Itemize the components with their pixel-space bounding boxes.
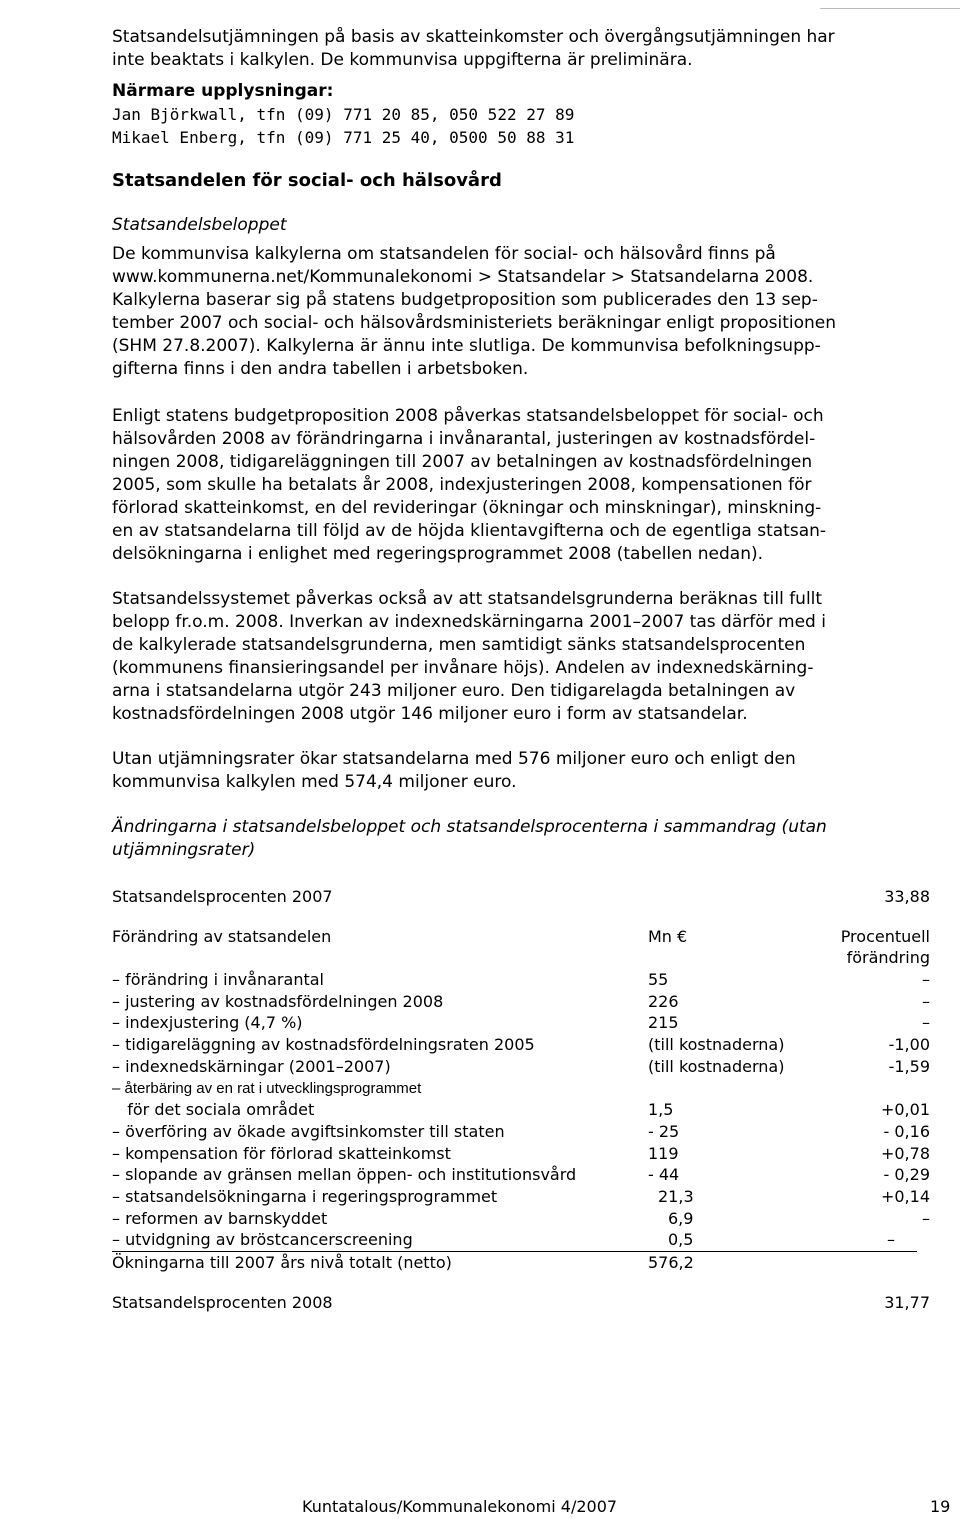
row-pct: – [887, 1230, 895, 1250]
table-row [112, 1208, 952, 1230]
pct-2008-value: 31,77 [884, 1292, 930, 1312]
table-row [112, 1012, 952, 1034]
paragraph-line: Kalkylerna baserar sig på statens budgetproposition som publicerades den 13 sep- [112, 290, 818, 310]
paragraph-line: ningen 2008, tidigareläggningen till 2007 av betalningen av kostnadsfördelningen [112, 452, 813, 472]
row-mn: 21,3 [658, 1186, 694, 1206]
table-row [112, 1143, 952, 1165]
row-label: – återbäring av en rat i utvecklingsprogrammet [112, 1079, 422, 1097]
row-mn: 55 [648, 970, 669, 990]
table-row [112, 1121, 952, 1143]
col-header-mn: Mn € [648, 926, 688, 946]
summary-heading-line: utjämningsrater) [112, 840, 256, 860]
paragraph-line: förlorad skatteinkomst, en del revideringar (ökningar och minskningar), minskning- [112, 498, 822, 518]
paragraph-line: De kommunvisa kalkylerna om statsandelen för social- och hälsovård finns på [112, 244, 776, 264]
pct-2007-value: 33,88 [884, 887, 930, 906]
pct-2007-label: Statsandelsprocenten 2007 [112, 887, 333, 906]
paragraph-line: hälsovården 2008 av förändringarna i invånarantal, justeringen av kostnadsfördel- [112, 429, 816, 449]
table-header-row [112, 947, 952, 969]
table-row [112, 1056, 952, 1078]
table-row [112, 991, 952, 1013]
row-label: – indexjustering (4,7 %) [112, 1013, 303, 1033]
total-mn: 576,2 [648, 1253, 694, 1272]
row-pct: - 0,16 [883, 1121, 930, 1141]
paragraph-line: Utan utjämningsrater ökar statsandelarna med 576 miljoner euro och enligt den [112, 749, 796, 769]
paragraph-line: arna i statsandelarna utgör 243 miljoner euro. Den tidigarelagda betalningen av [112, 681, 796, 701]
row-mn: 1,5 [648, 1100, 674, 1120]
contact-block [112, 80, 952, 149]
row-mn: - 44 [648, 1165, 680, 1185]
paragraph-line: www.kommunerna.net/Kommunalekonomi > Statsandelar > Statsandelarna 2008. [112, 267, 814, 287]
footer-publication: Kuntatalous/Kommunalekonomi 4/2007 [302, 1497, 618, 1516]
row-pct: +0,78 [880, 1143, 930, 1163]
page-number: 19 [930, 1497, 951, 1516]
paragraph-line: Statsandelssystemet påverkas också av att statsandelsgrunderna beräknas till fullt [112, 589, 823, 609]
paragraph-4 [112, 748, 952, 794]
header-rule [820, 8, 960, 9]
col-header-pct: förändring [846, 948, 930, 968]
row-pct: – [922, 991, 930, 1011]
row-label: för det sociala området [112, 1100, 315, 1120]
row-label: – justering av kostnadsfördelningen 2008 [112, 991, 444, 1011]
table-header-row [112, 926, 952, 948]
row-mn: (till kostnaderna) [648, 1056, 785, 1076]
intro-text [112, 26, 952, 72]
section-title: Statsandelen för social- och hälsovård [112, 170, 502, 191]
row-pct: +0,01 [880, 1100, 930, 1120]
section-subtitle: Statsandelsbeloppet [112, 215, 287, 235]
row-pct: - 0,29 [883, 1165, 930, 1185]
contact-person: Jan Björkwall, tfn (09) 771 20 85, 050 522 27 89 [112, 105, 575, 124]
table-total-row [112, 1252, 952, 1274]
contact-person: Mikael Enberg, tfn (09) 771 25 40, 0500 50 88 31 [112, 128, 575, 147]
paragraph-line: tember 2007 och social- och hälsovårdsministeriets beräkningar enligt propositionen [112, 313, 836, 333]
paragraph-line: (SHM 27.8.2007). Kalkylerna är ännu inte slutliga. De kommunvisa befolkningsupp- [112, 336, 821, 356]
paragraph-1 [112, 243, 952, 381]
col-header-pct: Procentuell [840, 926, 930, 946]
intro-line: inte beaktats i kalkylen. De kommunvisa uppgifterna är preliminära. [112, 50, 693, 70]
row-mn: 226 [648, 991, 679, 1011]
table-row [112, 1292, 952, 1314]
row-pct: – [922, 1013, 930, 1033]
paragraph-line: (kommunens finansieringsandel per invånare höjs). Andelen av indexnedskärning- [112, 658, 814, 678]
table-row [112, 1229, 917, 1252]
row-mn: 119 [648, 1143, 679, 1163]
row-label: – reformen av barnskyddet [112, 1208, 328, 1228]
paragraph-line: Enligt statens budgetproposition 2008 påverkas statsandelsbeloppet för social- och [112, 406, 824, 426]
row-label: – utvidgning av bröstcancerscreening [112, 1230, 413, 1250]
table-row [112, 1164, 952, 1186]
row-mn: (till kostnaderna) [648, 1035, 785, 1055]
paragraph-line: delsökningarna i enlighet med regeringsprogrammet 2008 (tabellen nedan). [112, 544, 764, 564]
contact-heading: Närmare upplysningar: [112, 81, 334, 101]
row-label: – indexnedskärningar (2001–2007) [112, 1056, 391, 1076]
row-label: – överföring av ökade avgiftsinkomster till staten [112, 1121, 505, 1141]
pct-2008-label: Statsandelsprocenten 2008 [112, 1292, 333, 1312]
table-row [112, 1078, 952, 1100]
row-mn: 215 [648, 1013, 679, 1033]
row-mn: - 25 [648, 1121, 680, 1141]
row-label: – tidigareläggning av kostnadsfördelningsraten 2005 [112, 1035, 535, 1055]
row-pct: -1,00 [888, 1035, 930, 1055]
summary-heading-line: Ändringarna i statsandelsbeloppet och statsandelsprocenterna i sammandrag (utan [112, 817, 827, 837]
total-label: Ökningarna till 2007 års nivå totalt (netto) [112, 1253, 452, 1272]
paragraph-line: belopp fr.o.m. 2008. Inverkan av indexnedskärningarna 2001–2007 tas därför med i [112, 612, 826, 632]
paragraph-3 [112, 588, 952, 726]
row-label: – kompensation för förlorad skatteinkomst [112, 1143, 451, 1163]
row-pct: -1,59 [888, 1056, 930, 1076]
table-row [112, 886, 952, 908]
summary-table [112, 886, 952, 1313]
row-pct: – [922, 970, 930, 990]
paragraph-2 [112, 405, 952, 566]
table-row [112, 969, 952, 991]
document-page [112, 26, 952, 1313]
paragraph-line: en av statsandelarna till följd av de höjda klientavgifterna och de egentliga statsan- [112, 521, 827, 541]
paragraph-line: kostnadsfördelningen 2008 utgör 146 miljoner euro i form av statsandelar. [112, 704, 748, 724]
row-label: – slopande av gränsen mellan öppen- och institutionsvård [112, 1165, 577, 1185]
paragraph-line: kommunvisa kalkylen med 574,4 miljoner euro. [112, 772, 517, 792]
intro-line: Statsandelsutjämningen på basis av skatteinkomster och övergångsutjämningen har [112, 27, 835, 47]
table-row [112, 1099, 952, 1121]
col-header-change: Förändring av statsandelen [112, 926, 332, 946]
row-label: – statsandelsökningarna i regeringsprogrammet [112, 1186, 498, 1206]
row-pct: – [922, 1208, 930, 1228]
paragraph-line: 2005, som skulle ha betalats år 2008, indexjusteringen 2008, kompensationen för [112, 475, 812, 495]
row-mn: 6,9 [668, 1208, 694, 1228]
paragraph-line: gifterna finns i den andra tabellen i arbetsboken. [112, 359, 529, 379]
summary-heading [112, 816, 952, 862]
row-mn: 0,5 [668, 1230, 694, 1250]
paragraph-line: de kalkylerade statsandelsgrunderna, men samtidigt sänks statsandelsprocenten [112, 635, 806, 655]
table-row [112, 1034, 952, 1056]
row-label: – förändring i invånarantal [112, 970, 324, 990]
table-row [112, 1186, 952, 1208]
row-pct: +0,14 [880, 1186, 930, 1206]
